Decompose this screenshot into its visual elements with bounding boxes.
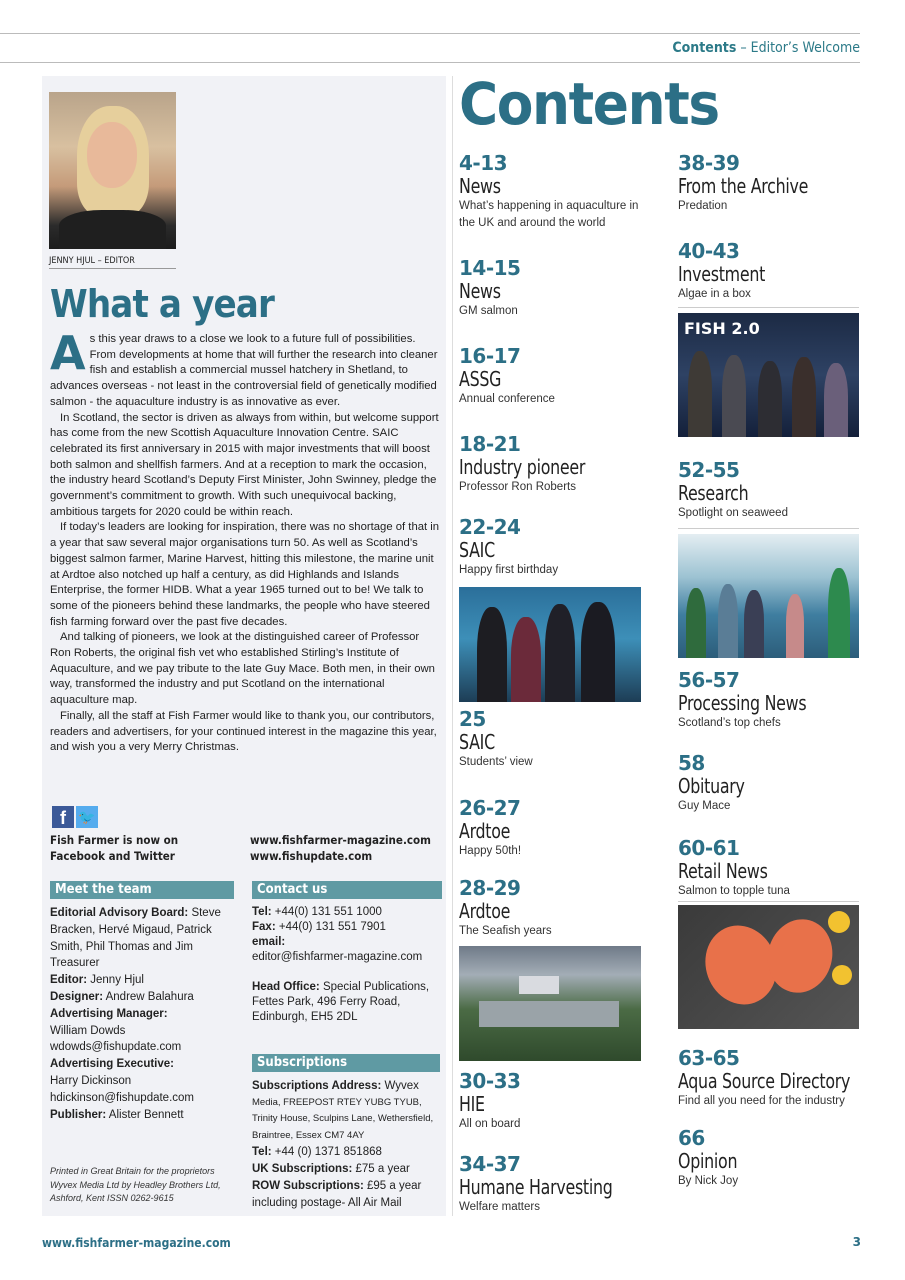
entry-pages: 26-27 [459, 796, 521, 820]
entry-desc: GM salmon [459, 305, 518, 317]
entry-pages: 25 [459, 707, 486, 731]
entry-title: Humane Harvesting [459, 1175, 613, 1199]
editorial-paragraph: And talking of pioneers, we look at the distinguished career of Professor Ron Roberts, the original fish vet who established Stirling’s Institute of Aquaculture, and we pay tribute to the late Guy Mace. Both men, in their own way, transformed the industry and put Scotland on the international aquaculture map. [50, 631, 435, 707]
website-urls [250, 832, 431, 864]
entry-pages: 63-65 [678, 1046, 740, 1070]
subs-label: Tel: [252, 1146, 272, 1159]
contents-title: Contents [459, 70, 719, 138]
contents-entry[interactable] [459, 257, 644, 320]
contact-details [252, 905, 442, 1025]
entry-title: HIE [459, 1092, 485, 1116]
contents-entry[interactable] [678, 459, 863, 522]
entry-desc: Happy first birthday [459, 564, 559, 576]
seaweed-research-photo [678, 534, 859, 658]
top-rule [0, 33, 860, 34]
contact-email[interactable]: editor@fishfarmer-magazine.com [252, 951, 423, 963]
entry-desc: Guy Mace [678, 800, 731, 812]
entry-title: Investment [678, 262, 766, 286]
lemon-slice [832, 965, 852, 985]
header-subsection: Editor’s Welcome [750, 40, 860, 56]
column-divider [452, 76, 453, 1216]
subscriptions-heading: Subscriptions [252, 1054, 440, 1072]
page-number: 3 [852, 1235, 861, 1249]
entry-pages: 30-33 [459, 1069, 521, 1093]
entry-desc: Professor Ron Roberts [459, 481, 576, 493]
entry-title: News [459, 279, 501, 303]
photo-face [87, 122, 137, 188]
contents-entry[interactable] [678, 752, 863, 815]
entry-desc: Annual conference [459, 393, 555, 405]
fish2-logo: FISH 2.0 [684, 319, 760, 338]
photo-person [511, 617, 541, 702]
entry-desc: Happy 50th! [459, 845, 522, 857]
entry-pages: 16-17 [459, 344, 521, 368]
editorial-paragraph [50, 326, 440, 411]
social-line: Fish Farmer is now on [50, 833, 179, 847]
contents-entry[interactable] [678, 240, 863, 303]
entry-title: Processing News [678, 691, 807, 715]
photo-person [744, 590, 764, 658]
entry-title: Aqua Source Directory [678, 1069, 851, 1093]
team-label: Publisher: [50, 1108, 107, 1121]
team-email[interactable]: hdickinson@fishupdate.com [50, 1091, 195, 1104]
subscription-details [252, 1078, 442, 1211]
editor-caption: JENNY HJUL – EDITOR [49, 256, 176, 269]
subs-label: Subscriptions Address: [252, 1080, 382, 1092]
photo-person [477, 607, 507, 702]
entry-desc: What’s happening in aquaculture in the UK and around the world [459, 200, 639, 229]
entry-title: ASSG [459, 367, 502, 391]
entry-title: Industry pioneer [459, 455, 586, 479]
editorial-paragraph: Finally, all the staff at Fish Farmer would like to thank you, our contributors, readers and advertisers, for your continued interest in the magazine this year, and wish you a very Merry Christmas. [50, 709, 437, 754]
contents-entry[interactable] [459, 877, 644, 940]
contents-entry[interactable] [459, 433, 644, 496]
contents-entry[interactable] [678, 1127, 863, 1190]
photo-person [792, 357, 816, 437]
social-line: Facebook and Twitter [50, 849, 175, 863]
entry-desc: Predation [678, 200, 728, 212]
editorial-body [50, 326, 440, 756]
header-separator: – [736, 40, 751, 56]
lemon-slice [828, 911, 850, 933]
contents-entry[interactable] [459, 708, 644, 771]
team-label: Editor: [50, 974, 88, 987]
editor-photo [49, 92, 176, 249]
entry-pages: 66 [678, 1126, 705, 1150]
contact-label: Head Office: [252, 981, 320, 993]
photo-building [519, 976, 559, 994]
entry-pages: 40-43 [678, 239, 740, 263]
entry-title: Obituary [678, 774, 745, 798]
facebook-icon[interactable]: f [52, 806, 74, 828]
contact-heading: Contact us [252, 881, 442, 899]
photo-person [824, 363, 848, 437]
editorial-headline: What a year [50, 282, 274, 326]
entry-title: From the Archive [678, 174, 809, 198]
contents-entry[interactable] [459, 516, 644, 579]
entry-title: Retail News [678, 859, 768, 883]
subs-label: ROW Subscriptions: [252, 1179, 364, 1192]
divider [678, 901, 859, 902]
printer-line: Printed in Great Britain for the proprietors [50, 1166, 215, 1176]
photo-person [718, 584, 738, 658]
subs-value: Wyvex [381, 1080, 419, 1092]
photo-person [758, 361, 782, 437]
entry-desc: Find all you need for the industry [678, 1095, 845, 1107]
entry-desc: Welfare matters [459, 1201, 540, 1213]
team-value: Jenny Hjul [87, 974, 144, 987]
editorial-paragraph-text: s this year draws to a close we look to a future full of possibilities. From developments at home that will further the research into cleaner fish and establish a commercial mussel hatchery in Shetland, to advances overseas - not least in the controversial field of genetically modified salmon - the aquaculture industry is as innovative as ever. [50, 333, 438, 408]
team-value: Andrew Balahura [103, 990, 194, 1003]
social-promo [50, 832, 178, 864]
printer-line: Ashford, Kent ISSN 0262-9615 [50, 1193, 174, 1203]
contents-entry[interactable] [678, 152, 863, 215]
divider [678, 528, 859, 529]
entry-desc: All on board [459, 1118, 521, 1130]
photo-person [722, 355, 746, 437]
entry-pages: 60-61 [678, 836, 740, 860]
contact-value: +44(0) 131 551 1000 [271, 906, 382, 918]
section-header [672, 40, 860, 56]
header-section: Contents [672, 40, 737, 56]
salmon-steak-photo [678, 905, 859, 1029]
contents-entry[interactable] [678, 1047, 863, 1110]
team-value: Alister Bennett [106, 1108, 184, 1121]
team-details [50, 905, 240, 1123]
entry-title: SAIC [459, 730, 495, 754]
subs-value: £95 a year including postage- All Air Mail [252, 1179, 422, 1209]
team-label: Designer: [50, 990, 104, 1003]
contents-entry[interactable] [459, 345, 644, 408]
photo-person [828, 568, 850, 658]
entry-title: SAIC [459, 538, 495, 562]
team-value: Steve Bracken, Hervé Migaud, Patrick Smith, Phil Thomas and Jim Treasurer [50, 907, 221, 970]
contents-entry[interactable] [678, 669, 863, 732]
contact-label: Fax: [252, 921, 276, 933]
entry-desc: Algae in a box [678, 288, 751, 300]
website-url[interactable]: www.fishupdate.com [250, 849, 373, 863]
subs-value: +44 (0) 1371 851868 [271, 1146, 382, 1159]
entry-pages: 18-21 [459, 432, 521, 456]
website-url[interactable]: www.fishfarmer-magazine.com [250, 833, 431, 847]
contact-label: Tel: [252, 906, 272, 918]
photo-person [581, 602, 615, 702]
entry-pages: 38-39 [678, 151, 740, 175]
drop-cap: A [50, 326, 86, 380]
subs-label: UK Subscriptions: [252, 1163, 353, 1176]
team-email[interactable]: wdowds@fishupdate.com [50, 1041, 182, 1054]
social-icons [52, 806, 98, 828]
entry-title: Opinion [678, 1149, 738, 1173]
team-label: Advertising Manager: [50, 1007, 168, 1020]
entry-desc: The Seafish years [459, 925, 552, 937]
subs-address: Media, FREEPOST RTEY YUBG TYUB, Trinity House, Sculpins Lane, Wethersfield, Braintree, Essex CM7 4AY [252, 1096, 434, 1141]
photo-person [545, 604, 575, 702]
entry-pages: 28-29 [459, 876, 521, 900]
entry-pages: 34-37 [459, 1152, 521, 1176]
entry-pages: 14-15 [459, 256, 521, 280]
divider [678, 307, 859, 308]
printer-line: Wyvex Media Ltd by Headley Brothers Ltd, [50, 1179, 221, 1190]
contents-entry[interactable] [459, 152, 644, 231]
team-value: Harry Dickinson [50, 1074, 132, 1087]
entry-pages: 58 [678, 751, 705, 775]
contents-entry[interactable] [678, 837, 863, 900]
editorial-paragraph: In Scotland, the sector is driven as always from within, but welcome support has come from the new Scottish Aquaculture Innovation Centre. SAIC celebrated its first anniversary in 2015 with major investments that will boost both salmon and shellfish farmers. And at a reception to mark the occasion, the industry heard Scotland’s Deputy First Minister, John Swinney, pledge the government’s commitment to growth. With such unequivocal backing, ambitious targets for 2020 could be within reach. [50, 411, 439, 518]
fish2-photo [678, 313, 859, 437]
entry-desc: By Nick Joy [678, 1175, 739, 1187]
team-value: William Dowds [50, 1024, 126, 1037]
contact-value: Special Publications, Fettes Park, 496 Ferry Road, Edinburgh, EH5 2DL [252, 981, 430, 1023]
photo-building [479, 1001, 619, 1027]
entry-title: Research [678, 481, 749, 505]
contents-entry[interactable] [459, 797, 644, 860]
entry-title: Ardtoe [459, 819, 511, 843]
team-label: Editorial Advisory Board: [50, 907, 189, 919]
entry-desc: Spotlight on seaweed [678, 507, 788, 519]
team-label: Advertising Executive: [50, 1058, 174, 1071]
printer-credit [50, 1165, 240, 1206]
entry-desc: Salmon to topple tuna [678, 885, 790, 897]
entry-pages: 56-57 [678, 668, 740, 692]
photo-person [786, 594, 804, 658]
subs-value: £75 a year [352, 1163, 410, 1176]
saic-birthday-photo [459, 587, 641, 702]
header-rule [0, 62, 860, 63]
entry-pages: 4-13 [459, 151, 508, 175]
entry-title: News [459, 174, 501, 198]
twitter-icon[interactable]: 🐦 [76, 806, 98, 828]
contact-value: +44(0) 131 551 7901 [275, 921, 386, 933]
contents-entry[interactable] [459, 1153, 644, 1216]
photo-body [59, 210, 166, 249]
photo-person [688, 351, 712, 437]
photo-person [686, 588, 706, 658]
editorial-paragraph: If today’s leaders are looking for inspiration, there was no shortage of that in a year that saw several major organisations turn 50. As well as Scotland’s biggest salmon farmer, Marine Harvest, hitting this milestone, the marine unit at Ardtoe also notched up half a century, as did Highlands and Islands Enterprise, the former HIDB. What a year 1965 turned out to be! We talk to some of the pioneers behind these landmarks, the people who have steered fish farming forward over the past five decades. [50, 521, 440, 628]
contact-label: email: [252, 936, 286, 948]
footer-url[interactable]: www.fishfarmer-magazine.com [42, 1236, 231, 1250]
entry-desc: Students’ view [459, 756, 533, 768]
entry-pages: 22-24 [459, 515, 521, 539]
ardtoe-photo [459, 946, 641, 1061]
entry-desc: Scotland’s top chefs [678, 717, 781, 729]
contents-entry[interactable] [459, 1070, 644, 1133]
team-heading: Meet the team [50, 881, 234, 899]
entry-pages: 52-55 [678, 458, 740, 482]
entry-title: Ardtoe [459, 899, 511, 923]
